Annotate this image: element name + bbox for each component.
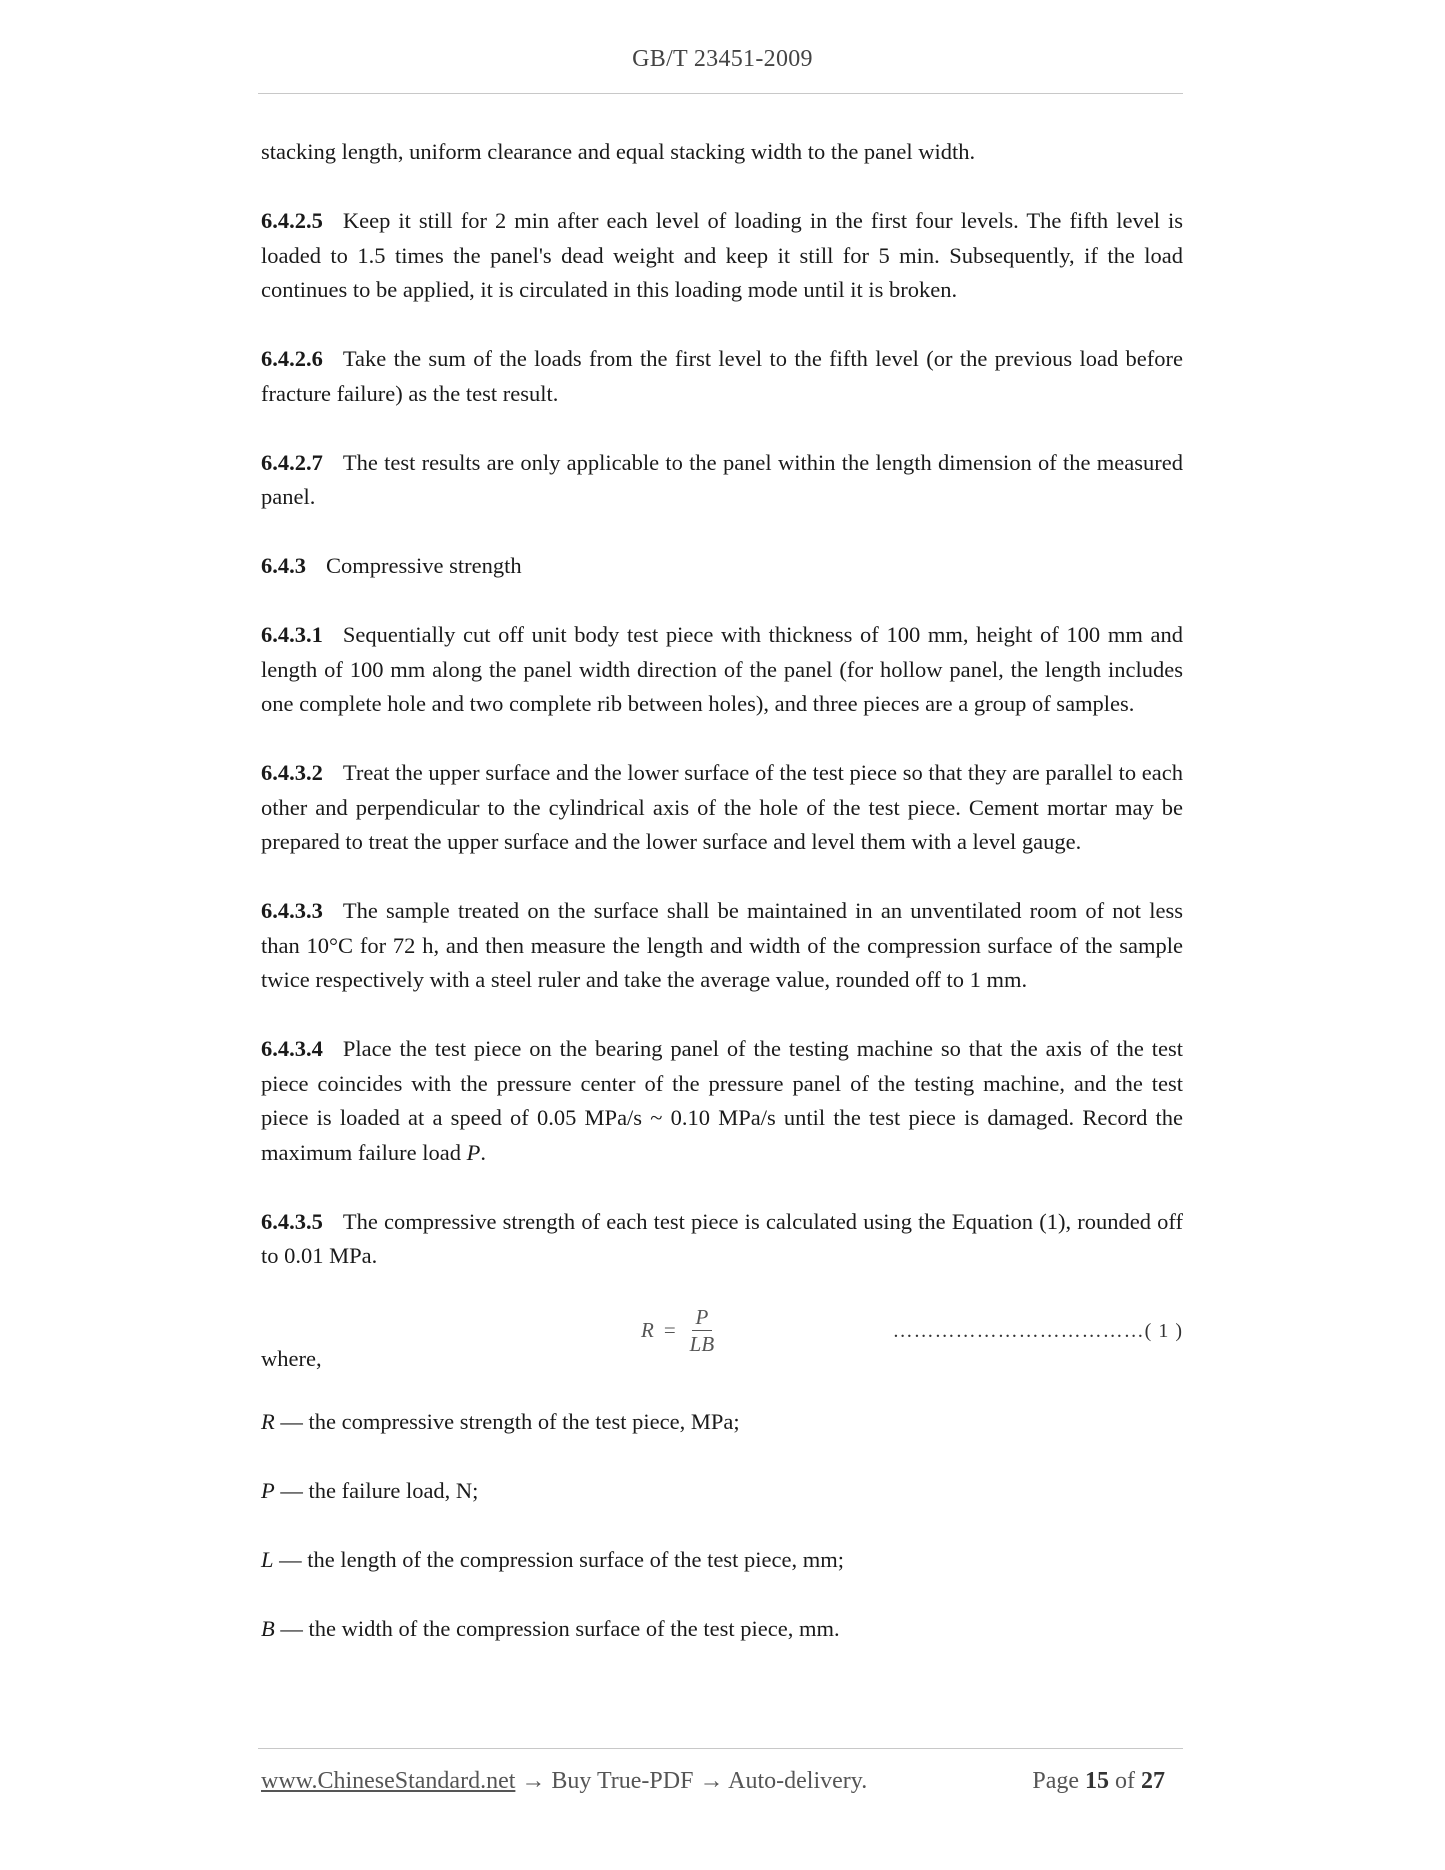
- definition-item: [261, 1543, 1183, 1578]
- page-label: Page: [1032, 1768, 1079, 1794]
- arrow-right-icon: →: [521, 1768, 546, 1794]
- definition-item: [261, 1474, 1183, 1509]
- definition-text: — the compressive strength of the test piece, MPa;: [280, 1408, 740, 1434]
- clause-text: Take the sum of the loads from the first level to the fifth level (or the previous load before fracture failure) as the test result.: [261, 346, 1183, 406]
- page-number: [1032, 1768, 1171, 1795]
- clause-6-4-2-7: [261, 446, 1183, 515]
- section-heading-text: Compressive strength: [326, 553, 522, 578]
- definition-symbol: R: [261, 1408, 275, 1434]
- equation-lhs: R: [641, 1318, 654, 1343]
- clause-6-4-3-5: [261, 1205, 1183, 1274]
- clause-6-4-2-5: [261, 204, 1183, 308]
- chinesestandard-link[interactable]: www.ChineseStandard.net: [261, 1768, 516, 1794]
- definition-symbol: B: [261, 1615, 275, 1641]
- where-label: where,: [261, 1346, 322, 1371]
- equation-fraction: [686, 1304, 719, 1357]
- page-footer: [261, 1768, 1183, 1802]
- definition-text: — the failure load, N;: [280, 1477, 479, 1503]
- definition-text: — the width of the compression surface of the test piece, mm.: [280, 1615, 840, 1641]
- equation-number: ………………………………( 1 ): [892, 1320, 1183, 1342]
- clause-text: Treat the upper surface and the lower surface of the test piece so that they are parallel to each other and perpendicular to the cylindrical axis of the hole of the test piece. Cement mortar may be prepared to treat the upper surface and the lower surface and level them with a level gauge.: [261, 760, 1183, 854]
- clause-number: 6.4.3.1: [261, 622, 323, 647]
- clause-text: Place the test piece on the bearing panel of the testing machine so that the axis of the test piece coincides with the pressure center of the pressure panel of the testing machine, and the test piece is loaded at a speed of 0.05 MPa/s ~ 0.10 MPa/s until the test piece is damaged. Record the maximum failure load: [261, 1036, 1183, 1165]
- clause-text: The compressive strength of each test piece is calculated using the Equation (1), rounded off to 0.01 MPa.: [261, 1208, 1183, 1268]
- sentence-end: .: [480, 1139, 486, 1165]
- auto-delivery-text: Auto-delivery.: [728, 1768, 868, 1794]
- clause-number: 6.4.2.5: [261, 208, 323, 233]
- symbol-definitions: [261, 1405, 1183, 1647]
- paragraph-text: stacking length, uniform clearance and equal stacking width to the panel width.: [261, 139, 976, 164]
- equation-formula: [641, 1304, 718, 1357]
- clause-number: 6.4.2.6: [261, 346, 323, 371]
- equation-block: [261, 1305, 1183, 1371]
- footer-promo: [261, 1768, 867, 1795]
- clause-text: The test results are only applicable to the panel within the length dimension of the measured panel.: [261, 449, 1183, 509]
- clause-text: Keep it still for 2 min after each level of loading in the first four levels. The fifth level is loaded to 1.5 times the panel's dead weight and keep it still for 5 min. Subsequently, if the load continues to be applied, it is circulated in this loading mode until it is broken.: [261, 208, 1183, 302]
- footer-divider: [258, 1748, 1183, 1749]
- fraction-numerator: P: [692, 1304, 713, 1331]
- clause-6-4-2-6: [261, 342, 1183, 411]
- document-body: [261, 135, 1183, 1681]
- fraction-denominator: LB: [689, 1332, 715, 1356]
- paragraph-continuation: [261, 135, 1183, 170]
- definition-item: [261, 1405, 1183, 1440]
- clause-6-4-3-1: [261, 618, 1183, 722]
- header-divider: [258, 93, 1183, 94]
- buy-true-pdf-text: Buy True-PDF: [551, 1768, 694, 1794]
- clause-number: 6.4.3.5: [261, 1208, 323, 1234]
- clause-6-4-3-3: [261, 894, 1183, 998]
- symbol-p: P: [466, 1139, 481, 1165]
- definition-symbol: L: [261, 1546, 274, 1572]
- definition-item: [261, 1612, 1183, 1647]
- definition-text: — the length of the compression surface of the test piece, mm;: [279, 1546, 844, 1572]
- definition-symbol: P: [261, 1477, 275, 1503]
- clause-number: 6.4.3.4: [261, 1036, 323, 1061]
- total-pages: 27: [1141, 1768, 1165, 1794]
- page-header-title: GB/T 23451-2009: [632, 46, 813, 72]
- clause-number: 6.4.3.3: [261, 898, 323, 923]
- clause-text: The sample treated on the surface shall be maintained in an unventilated room of not less than 10°C for 72 h, and then measure the length and width of the compression surface of the sample twice respectively with a steel ruler and take the average value, rounded off to 1 mm.: [261, 898, 1183, 992]
- clause-6-4-3-2: [261, 756, 1183, 860]
- current-page: 15: [1085, 1768, 1109, 1794]
- arrow-right-icon: →: [699, 1768, 724, 1794]
- clause-number: 6.4.3.2: [261, 760, 323, 785]
- clause-number: 6.4.2.7: [261, 449, 323, 475]
- section-heading-6-4-3: [261, 549, 1183, 584]
- equals-sign: =: [663, 1318, 676, 1343]
- of-label: of: [1115, 1768, 1135, 1794]
- clause-number: 6.4.3: [261, 553, 306, 578]
- clause-text: Sequentially cut off unit body test piece with thickness of 100 mm, height of 100 mm and length of 100 mm along the panel width direction of the panel (for hollow panel, the length includes one complete hole and two complete rib between holes), and three pieces are a group of samples.: [261, 622, 1183, 716]
- clause-6-4-3-4: [261, 1032, 1183, 1170]
